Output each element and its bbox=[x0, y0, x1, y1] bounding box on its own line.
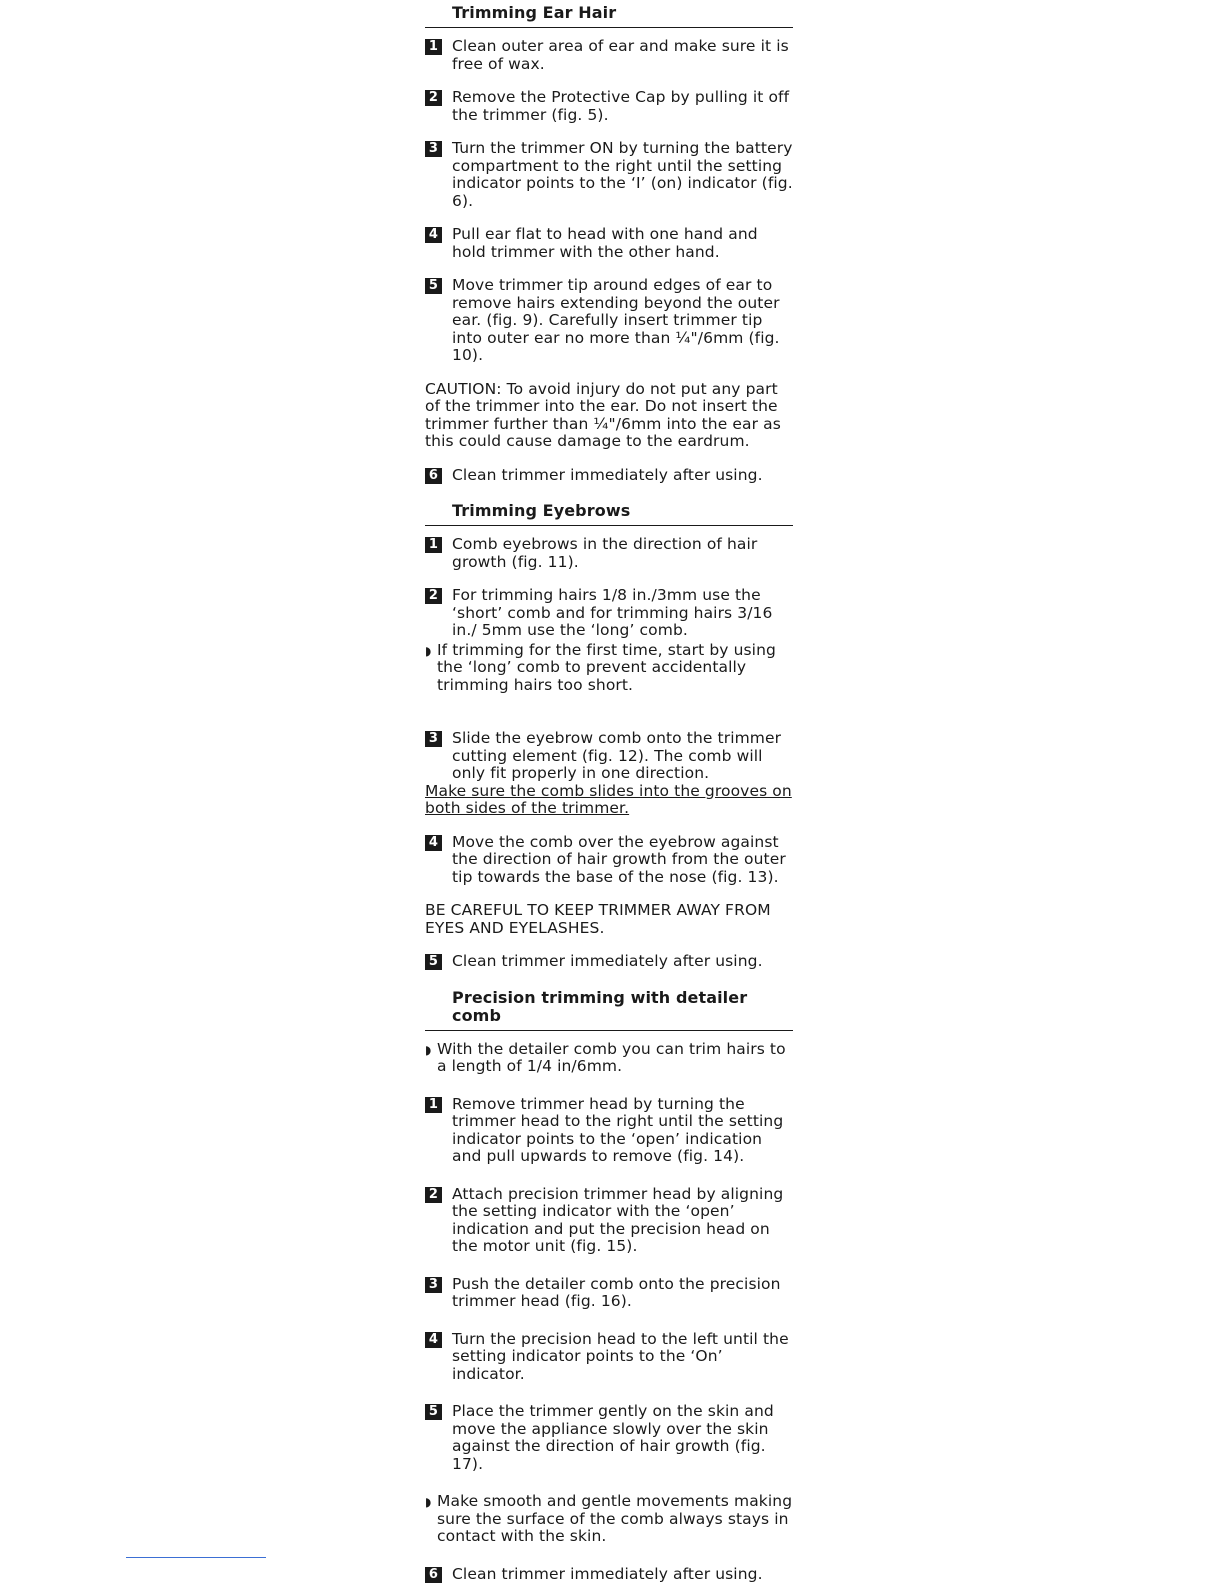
step-number-badge: 1 bbox=[425, 537, 442, 553]
step-item bbox=[425, 1331, 793, 1384]
section-heading-precision-trimming: Precision trimming with detailer comb bbox=[425, 989, 793, 1031]
step-item bbox=[425, 536, 793, 571]
step-number-badge: 3 bbox=[425, 141, 442, 157]
step-item bbox=[425, 1186, 793, 1256]
step-text: Move the comb over the eyebrow against the direction of hair growth from the outer tip towards the base of the nose (fig. 13). bbox=[452, 832, 786, 886]
step-item bbox=[425, 834, 793, 887]
bullet-text: If trimming for the first time, start by using the ‘long’ comb to prevent accidentally trimming hairs too short. bbox=[437, 640, 776, 694]
bullet-icon: ◗ bbox=[425, 1042, 432, 1057]
step-text: Pull ear flat to head with one hand and hold trimmer with the other hand. bbox=[452, 225, 758, 261]
step-number-badge: 3 bbox=[425, 1277, 442, 1293]
step-item bbox=[425, 1276, 793, 1311]
step-text: Comb eyebrows in the direction of hair growth (fig. 11). bbox=[452, 535, 758, 571]
step-number-badge: 6 bbox=[425, 1567, 442, 1583]
bullet-text: With the detailer comb you can trim hairs to a length of 1/4 in/6mm. bbox=[437, 1039, 786, 1075]
step-number-badge: 4 bbox=[425, 835, 442, 851]
step-text: Turn the precision head to the left until the setting indicator points to the ‘On’ indicator. bbox=[452, 1329, 789, 1383]
step-text: Clean trimmer immediately after using. bbox=[452, 952, 763, 970]
step-number-badge: 1 bbox=[425, 1097, 442, 1113]
manual-column bbox=[425, 4, 793, 1583]
step-number-badge: 3 bbox=[425, 731, 442, 747]
bullet-note bbox=[425, 1041, 793, 1076]
step-item bbox=[425, 1566, 793, 1584]
step-text: Clean trimmer immediately after using. bbox=[452, 1564, 763, 1583]
step-item bbox=[425, 587, 793, 640]
step-text: Clean trimmer immediately after using. bbox=[452, 465, 763, 484]
step-item bbox=[425, 1403, 793, 1473]
step-text: Push the detailer comb onto the precision trimmer head (fig. 16). bbox=[452, 1274, 781, 1310]
step-number-badge: 2 bbox=[425, 90, 442, 106]
step-text: Slide the eyebrow comb onto the trimmer cutting element (fig. 12). The comb will only fit properly in one direction. bbox=[452, 729, 782, 782]
bullet-note bbox=[425, 1493, 793, 1546]
step-item bbox=[425, 467, 793, 485]
step-item bbox=[425, 89, 793, 124]
step-number-badge: 5 bbox=[425, 1404, 442, 1420]
step-text: Move trimmer tip around edges of ear to remove hairs extending beyond the outer ear. (fig. 9). Carefully insert trimmer tip into outer ear no more than ¼"/6mm (fig. 10). bbox=[452, 276, 780, 364]
section-heading-eyebrows: Trimming Eyebrows bbox=[425, 502, 793, 526]
step-item bbox=[425, 38, 793, 73]
step-number-badge: 5 bbox=[425, 954, 442, 970]
step-text: Clean outer area of ear and make sure it is free of wax. bbox=[452, 37, 789, 73]
step-number-badge: 6 bbox=[425, 468, 442, 484]
bullet-icon: ◗ bbox=[425, 1495, 432, 1509]
step-number-badge: 4 bbox=[425, 227, 442, 243]
step-text: For trimming hairs 1/8 in./3mm use the ‘short’ comb and for trimming hairs 3/16 in./ 5mm use the ‘long’ comb. bbox=[452, 586, 773, 639]
step-item bbox=[425, 277, 793, 365]
caution-note: CAUTION: To avoid injury do not put any part of the trimmer into the ear. Do not insert the trimmer further than ¼"/6mm into the ear as this could cause damage to the eardrum. bbox=[425, 379, 781, 450]
bullet-icon: ◗ bbox=[425, 643, 432, 658]
bullet-note bbox=[425, 642, 793, 695]
step-item bbox=[425, 953, 793, 971]
section-heading-ear-hair: Trimming Ear Hair bbox=[425, 4, 793, 28]
step-item bbox=[425, 140, 793, 210]
step-item bbox=[425, 730, 793, 783]
step-text: Place the trimmer gently on the skin and move the appliance slowly over the skin against the direction of hair growth (fig. 17). bbox=[452, 1402, 774, 1473]
underlined-note: Make sure the comb slides into the grooves on both sides of the trimmer. bbox=[425, 781, 792, 817]
step-item bbox=[425, 226, 793, 261]
step-text: Remove the Protective Cap by pulling it off the trimmer (fig. 5). bbox=[452, 88, 790, 124]
step-number-badge: 1 bbox=[425, 39, 442, 55]
step-number-badge: 2 bbox=[425, 588, 442, 604]
step-text: Turn the trimmer ON by turning the battery compartment to the right until the setting indicator points to the ‘I’ (on) indicator (fig. 6). bbox=[452, 139, 793, 210]
warning-note: BE CAREFUL TO KEEP TRIMMER AWAY FROM EYES AND EYELASHES. bbox=[425, 901, 771, 937]
step-number-badge: 2 bbox=[425, 1187, 442, 1203]
footnote-rule bbox=[126, 1557, 266, 1558]
step-number-badge: 5 bbox=[425, 278, 442, 294]
step-text: Attach precision trimmer head by aligning the setting indicator with the ‘open’ indication and put the precision head on the motor unit (fig. 15). bbox=[452, 1184, 784, 1255]
step-text: Remove trimmer head by turning the trimmer head to the right until the setting indicator points to the ‘open’ indication and pull upwards to remove (fig. 14). bbox=[452, 1094, 784, 1165]
bullet-text: Make smooth and gentle movements making sure the surface of the comb always stays in contact with the skin. bbox=[437, 1492, 793, 1545]
step-number-badge: 4 bbox=[425, 1332, 442, 1348]
step-item bbox=[425, 1096, 793, 1166]
